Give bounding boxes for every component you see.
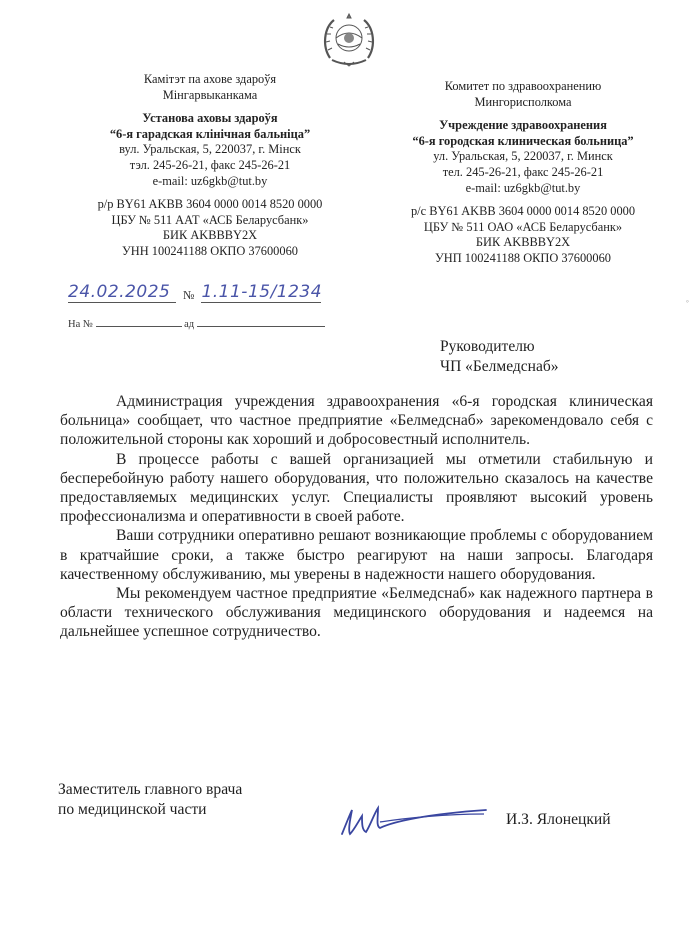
institution-type: Установа аховы здароўя bbox=[142, 111, 278, 126]
margin-mark: ◦ bbox=[685, 296, 689, 306]
paragraph-2: В процессе работы с вашей организацией мы отметили стабильную и бесперебойную работу нашего оборудования, что положительно сказалось на качестве предоставляемых медицинских услуг. Специалисты проявляют высокий уровень профессионализма и оперативности в своей работе. bbox=[60, 450, 653, 526]
phone: тел. 245-26-21, факс 245-26-21 bbox=[442, 164, 604, 179]
signer-position bbox=[58, 780, 242, 820]
coat-of-arms-emblem bbox=[318, 8, 380, 70]
bic: БИК AKBBBY2X bbox=[475, 235, 571, 250]
paragraph-3: Ваши сотрудники оперативно решают возникающие проблемы с оборудованием в кратчайшие сроки, а также быстро реагируют на наши запросы. Благодаря качественному обслуживанию, мы уверены в надежности нашего оборудования. bbox=[60, 527, 653, 583]
committee-name: Камітэт па ахове здароўя bbox=[143, 72, 277, 86]
institution-type: Учреждение здравоохранения bbox=[439, 118, 607, 133]
registration-date: 24.02.2025 bbox=[68, 282, 171, 302]
signer-name: И.З. Ялонецкий bbox=[506, 811, 611, 828]
position-line-2: по медицинской части bbox=[58, 801, 207, 818]
bank-account: р/с BY61 AKBB 3604 0000 0014 8520 0000 bbox=[410, 204, 636, 219]
unp: УНП 100241188 ОКПО 37600060 bbox=[435, 250, 611, 265]
handwritten-signature bbox=[336, 800, 496, 840]
address: вул. Уральская, 5, 220037, г. Мінск bbox=[119, 142, 301, 157]
reference-line bbox=[68, 317, 325, 330]
institution-name: “6-я городская клиническая больница” bbox=[412, 133, 634, 148]
executive-name: Мингорисполкома bbox=[474, 94, 572, 109]
bank-account: р/р BY61 AKBB 3604 0000 0014 8520 0000 bbox=[97, 197, 323, 212]
paragraph-4: Мы рекомендуем частное предприятие «Белмедснаб» как надежного партнера в области технического обслуживания медицинского оборудования и надеемся на дальнейшее успешное сотрудничество. bbox=[60, 585, 653, 641]
bic: БИК AKBBBY2X bbox=[162, 228, 258, 243]
unp: УНН 100241188 ОКПО 37600060 bbox=[122, 243, 298, 258]
paragraph-1: Администрация учреждения здравоохранения «6-я городская клиническая больница» сообщает, что частное предприятие «Белмедснаб» зарекомендовало себя с положительной стороны как хороший и добросовестный исполнитель. bbox=[60, 393, 653, 449]
email: e-mail: uz6gkb@tut.by bbox=[465, 180, 581, 195]
institution-name: “6-я гарадская клінічная бальніца” bbox=[109, 126, 311, 141]
address: ул. Уральская, 5, 220037, г. Минск bbox=[433, 149, 613, 164]
bank-name: ЦБУ № 511 ААТ «АСБ Беларусбанк» bbox=[111, 212, 309, 227]
header-left-belarusian bbox=[80, 72, 340, 260]
bank-name: ЦБУ № 511 ОАО «АСБ Беларусбанк» bbox=[423, 219, 623, 234]
number-sign: № bbox=[183, 288, 195, 302]
addressee-company: ЧП «Белмедснаб» bbox=[440, 358, 559, 375]
email: e-mail: uz6gkb@tut.by bbox=[152, 173, 268, 188]
na-label: На № bbox=[68, 319, 93, 330]
phone: тэл. 245-26-21, факс 245-26-21 bbox=[129, 157, 291, 172]
addressee-title: Руководителю bbox=[440, 338, 535, 355]
ad-label: ад bbox=[184, 319, 195, 330]
header-right-russian bbox=[378, 79, 668, 267]
position-line-1: Заместитель главного врача bbox=[58, 781, 243, 798]
addressee-block bbox=[440, 337, 558, 377]
registration-line bbox=[68, 282, 321, 303]
registration-number: 1.11-15/1234 bbox=[201, 282, 323, 302]
committee-name: Комитет по здравоохранению bbox=[444, 79, 602, 93]
letter-body bbox=[60, 392, 653, 642]
executive-name: Мінгарвыканкама bbox=[162, 87, 258, 102]
